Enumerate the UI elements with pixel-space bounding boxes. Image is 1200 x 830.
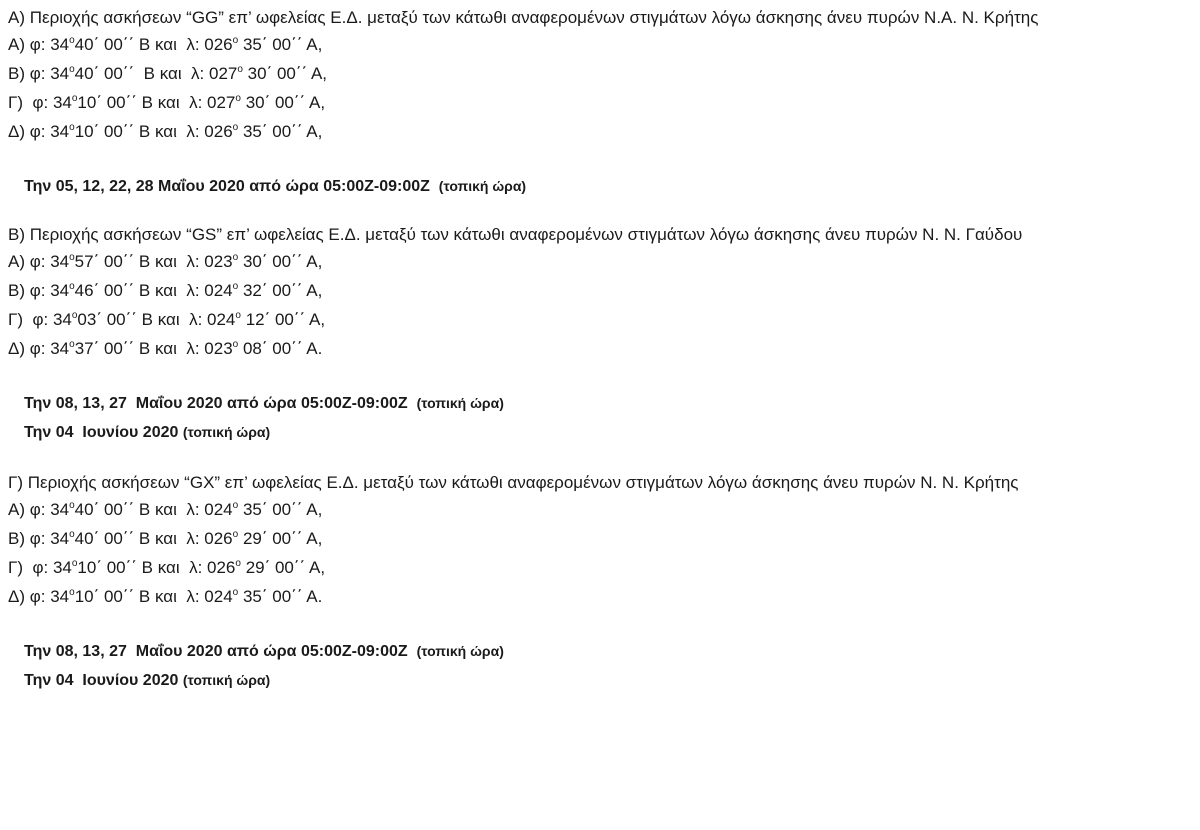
coordinate-point: Β) φ: $34^o46΄$ 00΄΄ Β και λ: $024^o$ 32΄ 00΄΄ Α, [8,281,323,300]
section-gx [8,471,1192,695]
coordinate-point: Γ) φ: $34^o10΄$ 00΄΄ Β και λ: $026^o$ 29΄ 00΄΄ Α, [8,558,326,577]
schedule-line: Την 05, 12, 22, 28 Μαΐου 2020 από ώρα 05:00Ζ-09:00Ζ (τοπική ώρα) [24,178,527,195]
coordinate-point: Δ) φ: $34^o10΄$ 00΄΄ Β και λ: $024^o$ 35΄ 00΄΄ Α. [8,587,323,606]
coordinate-list [8,30,1192,146]
coordinate-point: Α) φ: $34^o40΄$ 00΄΄ Β και λ: $026^o$ 35΄ 00΄΄ Α, [8,35,323,54]
coordinate-point: Δ) φ: $34^o37΄$ 00΄΄ Β και λ: $023^o$ 08΄ 00΄΄ Α. [8,339,323,358]
coordinate-point: Γ) φ: $34^o10΄$ 00΄΄ Β και λ: $027^o$ 30΄ 00΄΄ Α, [8,93,326,112]
coordinate-point: Β) φ: $34^o40΄$ 00΄΄ Β και λ: $026^o$ 29΄ 00΄΄ Α, [8,529,323,548]
coordinate-list [8,495,1192,611]
section-title: Α) Περιοχής ασκήσεων “GG” επ’ ωφελείας Ε.Δ. μεταξύ των κάτωθι αναφερομένων στιγμάτων λόγω άσκησης άνευ πυρών Ν.Α. Ν. Κρήτης [8,8,1039,27]
section-gs [8,223,1192,447]
section-title: Β) Περιοχής ασκήσεων “GS” επ’ ωφελείας Ε.Δ. μεταξύ των κάτωθι αναφερομένων στιγμάτων λόγω άσκησης άνευ πυρών Ν. Ν. Γαύδου [8,225,1023,244]
schedule-line: Την 04 Ιουνίου 2020 (τοπική ώρα) [24,424,271,441]
coordinate-point: Β) φ: $34^o40΄$ 00΄΄ Β και λ: $027^o$ 30΄ 00΄΄ Α, [8,64,328,83]
document-page [8,6,1192,695]
schedule-line: Την 08, 13, 27 Μαΐου 2020 από ώρα 05:00Ζ-09:00Ζ (τοπική ώρα) [24,395,504,412]
section-gg [8,6,1192,201]
coordinate-point: Γ) φ: $34^o03΄$ 00΄΄ Β και λ: $024^o$ 12΄ 00΄΄ Α, [8,310,326,329]
coordinate-point: Α) φ: $34^o57΄$ 00΄΄ Β και λ: $023^o$ 30΄ 00΄΄ Α, [8,252,323,271]
schedule-line: Την 04 Ιουνίου 2020 (τοπική ώρα) [24,672,271,689]
schedule [8,172,1192,201]
schedule [8,389,1192,447]
schedule [8,637,1192,695]
coordinate-list [8,247,1192,363]
coordinate-point: Α) φ: $34^o40΄$ 00΄΄ Β και λ: $024^o$ 35΄ 00΄΄ Α, [8,500,323,519]
coordinate-point: Δ) φ: $34^o10΄$ 00΄΄ Β και λ: $026^o$ 35΄ 00΄΄ Α, [8,122,323,141]
schedule-line: Την 08, 13, 27 Μαΐου 2020 από ώρα 05:00Ζ-09:00Ζ (τοπική ώρα) [24,643,504,660]
section-title: Γ) Περιοχής ασκήσεων “GX” επ’ ωφελείας Ε.Δ. μεταξύ των κάτωθι αναφερομένων στιγμάτων λόγω άσκησης άνευ πυρών Ν. Ν. Κρήτης [8,473,1019,492]
